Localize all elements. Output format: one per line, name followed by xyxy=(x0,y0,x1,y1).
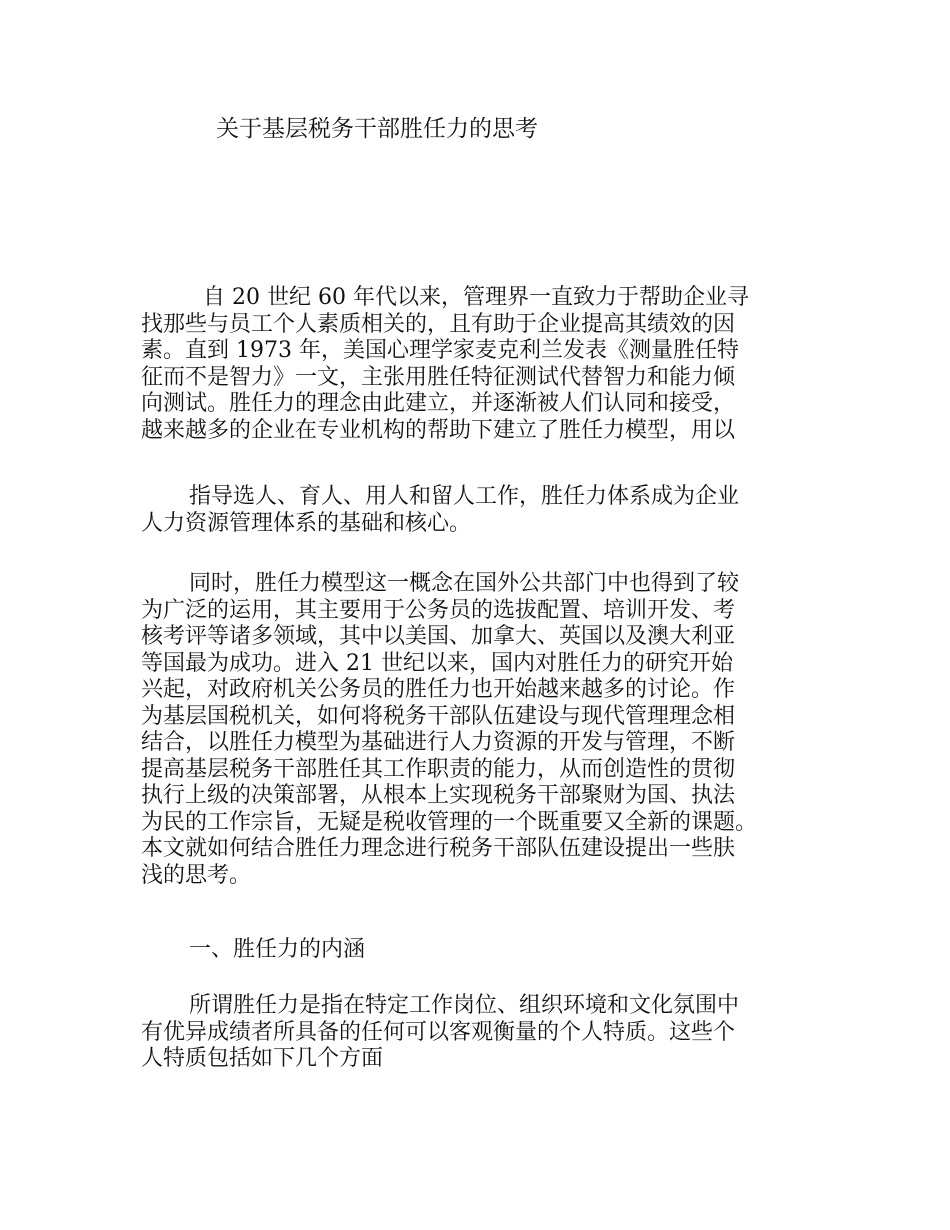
document-title: 关于基层税务干部胜任力的思考 xyxy=(216,116,538,142)
text-line: 自 20 世纪 60 年代以来，管理界一直致力于帮助企业寻 xyxy=(203,285,749,310)
section-heading-text: 一、胜任力的内涵 xyxy=(189,937,366,962)
text-line: 人力资源管理体系的基础和核心。 xyxy=(141,510,472,536)
text-line: 提高基层税务干部胜任其工作职责的能力，从而创造性的贯彻 xyxy=(141,756,736,782)
text-line: 人特质包括如下几个方面 xyxy=(141,1046,384,1071)
text-line: 本文就如何结合胜任力理念进行税务干部队伍建设提出一些肤 xyxy=(141,836,736,861)
text-line: 向测试。胜任力的理念由此建立，并逐渐被人们认同和接受， xyxy=(141,391,736,416)
paragraph-public-sector xyxy=(141,571,831,889)
text-line: 同时，胜任力模型这一概念在国外公共部门中也得到了较 xyxy=(189,571,740,596)
paragraph-model-purpose xyxy=(141,484,831,537)
text-line: 为民的工作宗旨，无疑是税收管理的一个既重要又全新的课题。 xyxy=(141,809,758,835)
text-line: 等国最为成功。进入 21 世纪以来，国内对胜任力的研究开始 xyxy=(141,650,733,676)
text-line: 浅的思考。 xyxy=(141,862,252,888)
text-line: 找那些与员工个人素质相关的，且有助于企业提高其绩效的因 xyxy=(141,311,736,337)
text-line: 素。直到 1973 年，美国心理学家麦克利兰发表《测量胜任特 xyxy=(141,338,739,363)
text-line: 有优异成绩者所具备的任何可以客观衡量的个人特质。这些个 xyxy=(141,1019,736,1045)
text-line: 指导选人、育人、用人和留人工作，胜任力体系成为企业 xyxy=(189,484,740,509)
text-line: 为基层国税机关，如何将税务干部队伍建设与现代管理理念相 xyxy=(141,703,736,729)
text-line: 所谓胜任力是指在特定工作岗位、组织环境和文化氛围中 xyxy=(189,993,740,1018)
text-line: 为广泛的运用，其主要用于公务员的选拔配置、培训开发、考 xyxy=(141,597,736,623)
paragraph-intro xyxy=(141,285,831,444)
text-line: 征而不是智力》一文，主张用胜任特征测试代替智力和能力倾 xyxy=(141,364,736,390)
paragraph-definition xyxy=(141,993,831,1073)
text-line: 结合，以胜任力模型为基础进行人力资源的开发与管理，不断 xyxy=(141,730,736,755)
text-line: 兴起，对政府机关公务员的胜任力也开始越来越多的讨论。作 xyxy=(141,677,736,702)
text-line: 核考评等诸多领域，其中以美国、加拿大、英国以及澳大利亚 xyxy=(141,624,736,649)
text-line: 越来越多的企业在专业机构的帮助下建立了胜任力模型，用以 xyxy=(141,417,736,443)
section-heading xyxy=(141,937,831,964)
text-line: 执行上级的决策部署，从根本上实现税务干部聚财为国、执法 xyxy=(141,783,736,808)
